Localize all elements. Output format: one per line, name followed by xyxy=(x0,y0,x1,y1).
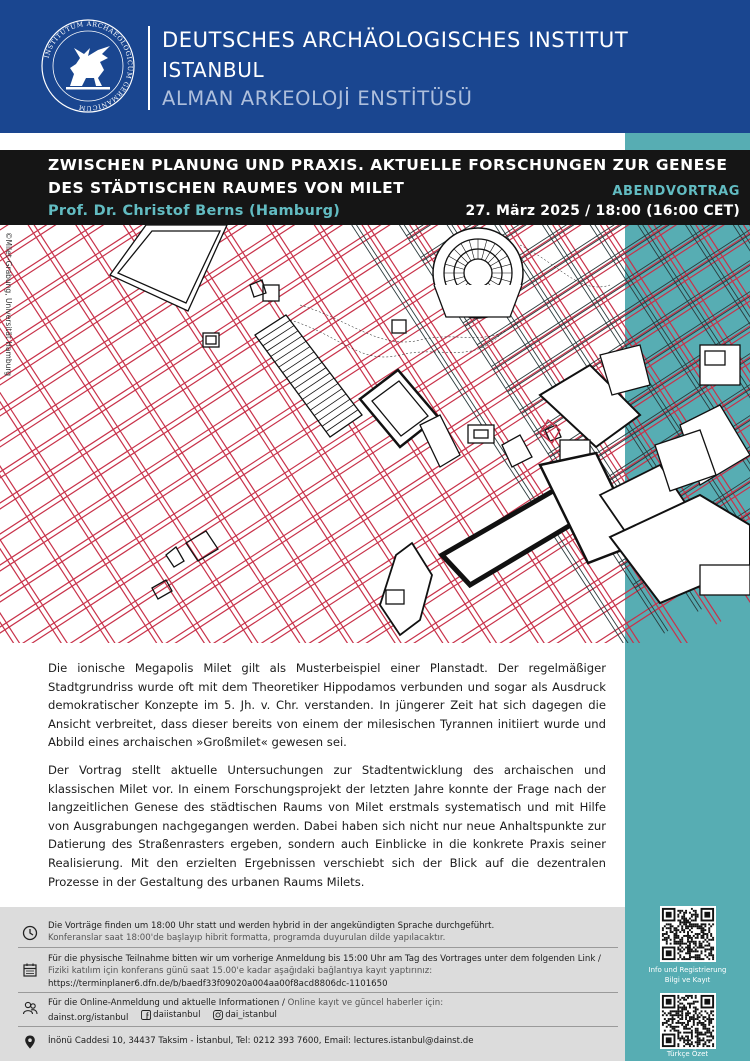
header-divider xyxy=(148,26,150,110)
instagram-icon xyxy=(213,1010,223,1020)
registration-info: Für die physische Teilnahme bitten wir um vorherige Anmeldung bis 15:00 Uhr am Tag des Vortrages unter dem folgenden Link / Fiziki katılım için konferans günü saat 15.00'e kadar aşağıdaki bağlantıya kayıt yaptırınız: https://terminplaner6.dfn.de/b/baedf33f09020a004aa00f8acd8806dc-1101650 xyxy=(48,953,608,990)
instagram-link[interactable]: dai_istanbul xyxy=(213,1009,277,1021)
event-type: ABENDVORTRAG xyxy=(612,184,740,199)
summary-qr-label: Türkçe Özet xyxy=(666,1050,709,1058)
facebook-link[interactable]: daiistanbul xyxy=(141,1009,200,1021)
lecture-abstract xyxy=(48,659,606,900)
online-info: Für die Online-Anmeldung und aktuelle Informationen / Online kayıt ve güncel haberler için: dainst.org/istanbul daiistanbul dai_istanbul xyxy=(48,998,444,1024)
miletus-city-plan xyxy=(0,225,750,643)
registration-qr-code[interactable] xyxy=(660,906,716,962)
seal-lettering: INSTITUTUM ARCHAEOLOGICUM GERMANICUM xyxy=(42,19,135,113)
speaker-name: Prof. Dr. Christof Berns (Hamburg) xyxy=(48,203,341,219)
lecture-title: ZWISCHEN PLANUNG UND PRAXIS. AKTUELLE FORSCHUNGEN ZUR GENESE DES STÄDTISCHEN RAUMES VON MILET xyxy=(48,156,728,197)
facebook-icon xyxy=(141,1010,151,1020)
institute-name-turkish: ALMAN ARKEOLOJİ ENSTİTÜSÜ xyxy=(162,87,473,110)
summary-qr-code[interactable] xyxy=(660,993,716,1049)
registration-link[interactable]: https://terminplaner6.dfn.de/b/baedf33f09020a004aa00f8acd8806dc-1101650 xyxy=(48,978,388,989)
map-credit: ©Milet-Grabung, Universität Hamburg xyxy=(4,232,13,377)
website-link[interactable]: dainst.org/istanbul xyxy=(48,1013,129,1024)
location-pin-icon xyxy=(22,1034,38,1050)
info-separator xyxy=(18,1026,618,1027)
hybrid-info: Die Vorträge finden um 18:00 Uhr statt und werden hybrid in der angekündigten Sprache durchgeführt. Konferanslar saat 18:00'de başlayıp hibrit formatta, programda duyurulan dilde yapılacaktır. xyxy=(48,921,495,944)
institute-name: DEUTSCHES ARCHÄOLOGISCHES INSTITUT xyxy=(162,28,629,52)
clock-icon xyxy=(22,925,38,941)
calendar-icon xyxy=(22,962,38,978)
info-separator xyxy=(18,992,618,993)
institute-header xyxy=(0,0,750,133)
info-box xyxy=(0,907,625,1061)
address-info: İnönü Caddesi 10, 34437 Taksim - İstanbul, Tel: 0212 393 7600, Email: lectures.istanbul@dainst.de xyxy=(48,1036,474,1046)
event-datetime: 27. März 2025 / 18:00 (16:00 CET) xyxy=(465,203,740,219)
registration-qr-label: Info und Registrierung Bilgi ve Kayıt xyxy=(648,966,727,984)
abstract-paragraph-1: Die ionische Megapolis Milet gilt als Musterbeispiel einer Planstadt. Der regelmäßiger Stadtgrundriss wurde oft mit dem Theoretiker Hippodamos verbunden und sogar als Ausdruck demokratischer Konzepte im 5. Jh. v. Chr. verstanden. In jüngerer Zeit hat sich dagegen die Ansicht verbreitet, dass dieser bereits von einem der milesischen Tyrannen initiiert wurde und Abbild eines archaischen »Großmilet« gewesen sei. xyxy=(48,661,606,750)
institute-seal-logo xyxy=(40,18,136,114)
info-separator xyxy=(18,947,618,948)
people-icon xyxy=(22,1000,38,1016)
institute-city: ISTANBUL xyxy=(162,58,265,82)
abstract-paragraph-2: Der Vortrag stellt aktuelle Untersuchungen zur Stadtentwicklung des archaischen und klassischen Milet vor. In einem Forschungsprojekt der letzten Jahre konnte der Frage nach der langzeitlichen Genese des städtischen Raums von Milet erstmals systematisch und mit Hilfe von Ausgrabungen nachgegangen werden. Dabei haben sich nicht nur neue Anhaltspunkte zur Datierung des Straßenrasters ergeben, sondern auch Einblicke in die konkrete Praxis seiner Realisierung. Mit den erzielten Ergebnissen verschiebt sich der Blick auf die dezentralen Prozesse in der Gestaltung des urbanen Raums Milets. xyxy=(48,762,606,889)
